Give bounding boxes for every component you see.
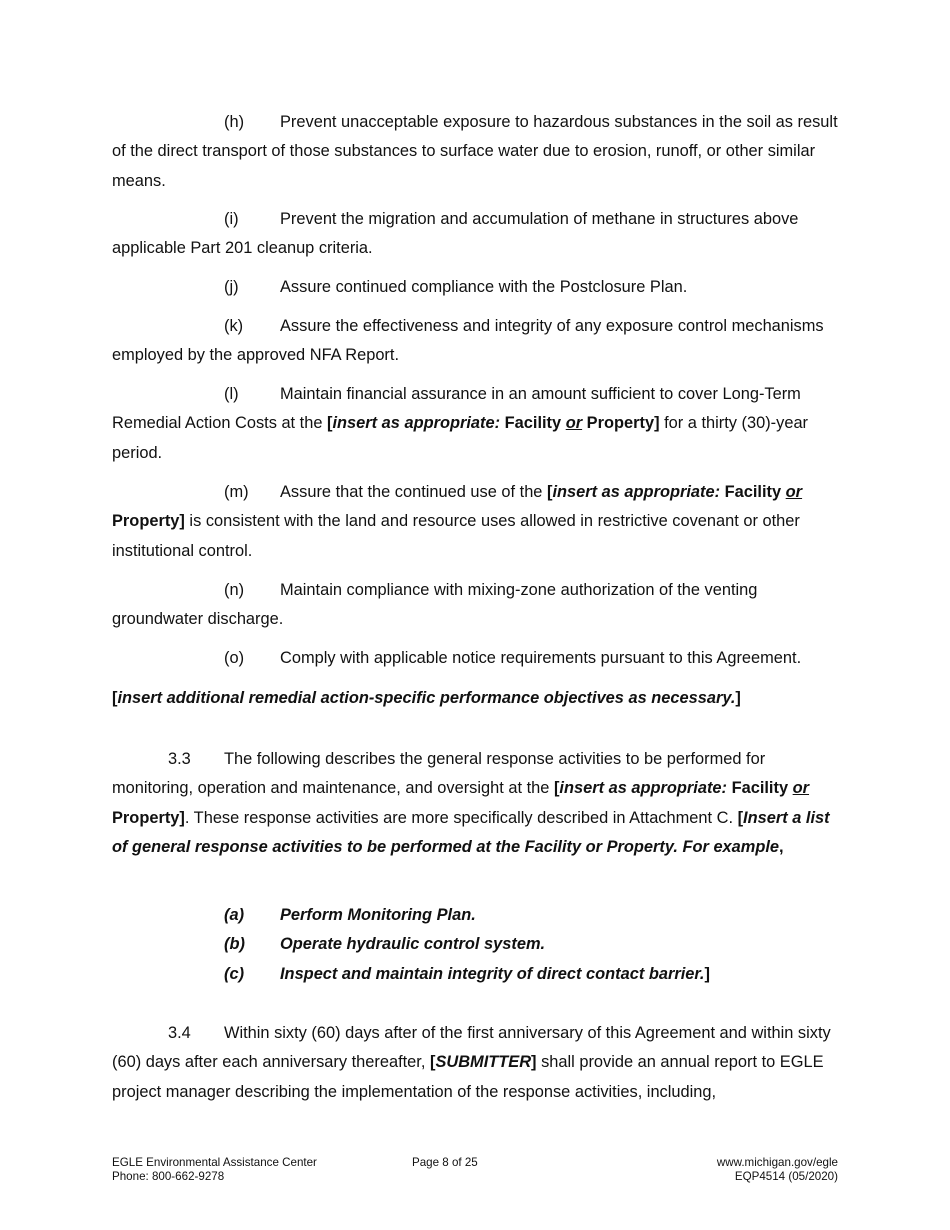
item-text: Assure continued compliance with the Postclosure Plan.: [280, 278, 688, 296]
section-number: 3.3: [168, 750, 191, 768]
footer-url: www.michigan.gov/egle: [716, 1156, 838, 1169]
item-label: (o): [224, 649, 245, 667]
footer-org: EGLE Environmental Assistance Center: [112, 1156, 317, 1169]
item-text: Assure the effectiveness and integrity of any exposure control mechanisms employed by the approved NFA Report.: [112, 317, 824, 365]
footer-phone: Phone: 800-662-9278: [112, 1170, 225, 1183]
footer-form-number: EQP4514 (05/2020): [734, 1170, 838, 1183]
insert-placeholder: [insert as appropriate: Facility or Property]: [112, 779, 810, 827]
item-label: (j): [224, 278, 239, 296]
item-k: [112, 312, 842, 371]
item-label: (i): [224, 210, 239, 228]
item-text: Maintain compliance with mixing-zone authorization of the venting groundwater discharge.: [112, 581, 758, 629]
list-item: (b) Operate hydraulic control system.: [224, 935, 546, 954]
insert-placeholder: [insert as appropriate: Facility or Property]: [112, 483, 803, 531]
insert-instruction: [Insert a list of general response activities to be performed at the Facility or Property. For example,: [112, 808, 830, 856]
list-item: (c) Inspect and maintain integrity of direct contact barrier.]: [224, 964, 710, 983]
item-l: (l) Maintain financial assurance in an amount sufficient to cover Long-Term Remedial Action Costs at the [insert as appropriate: Facility or Property] for a thirty (30)-year period.: [112, 380, 842, 468]
item-j: [112, 273, 842, 302]
item-label: (k): [224, 317, 244, 335]
item-text: Prevent the migration and accumulation of methane in structures above applicable Part 201 cleanup criteria.: [112, 210, 799, 258]
item-label: (n): [224, 581, 245, 599]
item-text: Prevent unacceptable exposure to hazardous substances in the soil as result of the direct transport of those substances to surface water due to erosion, runoff, or other similar means.: [112, 113, 838, 190]
item-h: [112, 108, 842, 196]
submitter-placeholder: [SUBMITTER]: [429, 1053, 537, 1072]
item-label: (m): [224, 483, 249, 501]
response-activities-list: [224, 901, 834, 989]
item-i: [112, 205, 842, 264]
item-n: [112, 576, 842, 635]
footer-left: [112, 1156, 412, 1184]
item-label: (l): [224, 385, 239, 403]
item-m: (m) Assure that the continued use of the [insert as appropriate: Facility or Property] is consistent with the land and resource uses allowed in restrictive covenant or other institutional control.: [112, 478, 842, 566]
list-item: (a) Perform Monitoring Plan.: [224, 906, 476, 924]
item-text: Comply with applicable notice requirements pursuant to this Agreement.: [280, 649, 802, 667]
section-3-4: 3.4 Within sixty (60) days after of the first anniversary of this Agreement and within sixty (60) days after each anniversary thereafter, [SUBMITTER] shall provide an annual report to EGLE project manager describing the implementation of the response activities, including,: [112, 1019, 842, 1107]
section-3-3: 3.3 The following describes the general response activities to be performed for monitoring, operation and maintenance, and oversight at the [insert as appropriate: Facility or Property]. These response activities are more specifically described in Attachment C. [Insert a list of general response activities to be performed at the Facility or Property. For example,: [112, 745, 842, 862]
footer-page-number: Page 8 of 25: [412, 1156, 478, 1169]
section-number: 3.4: [168, 1024, 191, 1042]
item-o: [112, 644, 842, 673]
footer-right: [578, 1156, 838, 1184]
item-label: (h): [224, 113, 245, 131]
additional-objectives-note: [insert additional remedial action-specific performance objectives as necessary.]: [112, 689, 741, 707]
insert-placeholder: [insert as appropriate: Facility or Property]: [327, 414, 660, 433]
